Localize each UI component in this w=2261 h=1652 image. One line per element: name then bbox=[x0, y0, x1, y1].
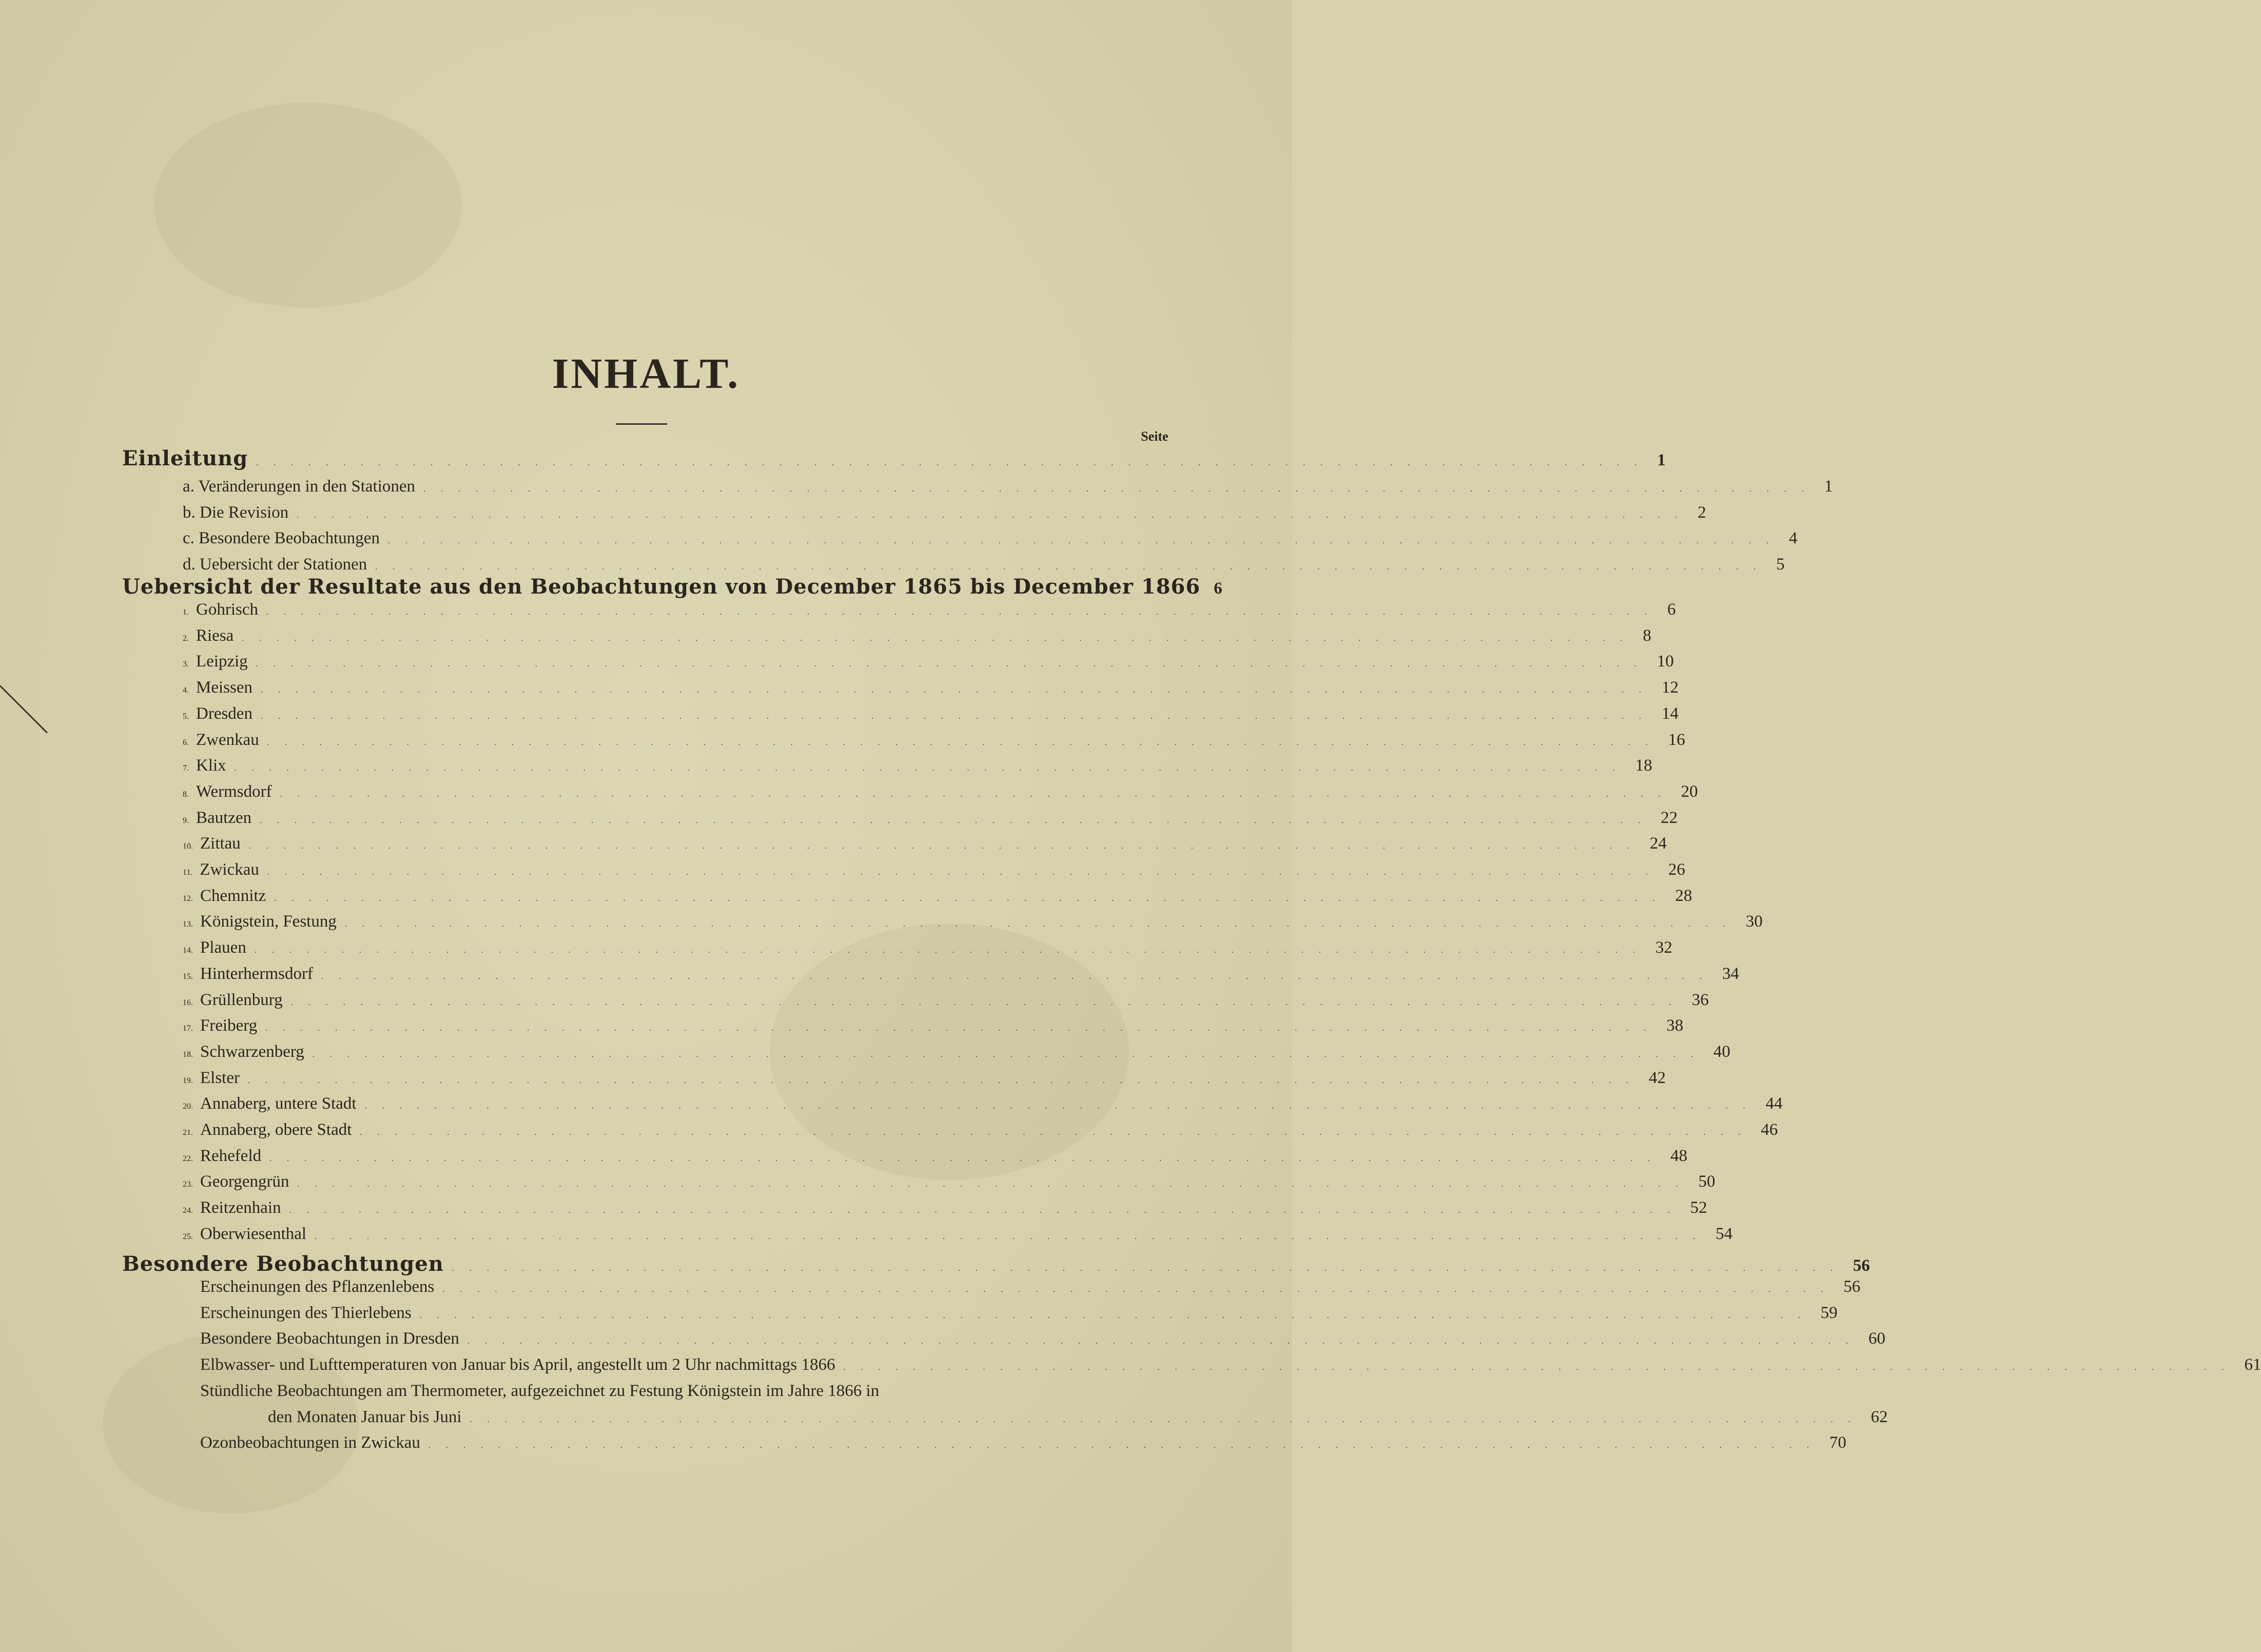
leader-dots: ................................................................................ bbox=[442, 1285, 1839, 1294]
leader-dots: ................................................................................ bbox=[289, 1206, 1685, 1215]
leader-dots: ................................................................................ bbox=[470, 1415, 1866, 1424]
toc-entry bbox=[183, 834, 1667, 860]
page-number: 1 bbox=[1824, 477, 1833, 496]
entry-label: Elbwasser- und Lufttemperaturen von Januar bis April, angestellt um 2 Uhr nachmittags 1866 bbox=[200, 1355, 835, 1374]
toc-entry bbox=[183, 1120, 1778, 1146]
entry-number: 20. bbox=[183, 1102, 193, 1111]
leader-dots: ................................................................................ bbox=[375, 563, 1771, 572]
toc-entry bbox=[183, 704, 1679, 730]
entry-number: 23. bbox=[183, 1180, 193, 1189]
page-number: 36 bbox=[1691, 991, 1709, 1009]
page-number: 22 bbox=[1661, 809, 1678, 827]
entry-label: Hinterhermsdorf bbox=[200, 965, 313, 983]
entry-number: 4. bbox=[183, 686, 189, 695]
entry-number: 17. bbox=[183, 1024, 193, 1033]
toc-entry bbox=[183, 600, 1676, 626]
entry-label: Zwenkau bbox=[196, 731, 259, 749]
entry-number: 1. bbox=[183, 608, 189, 617]
entry-label: Riesa bbox=[196, 626, 234, 645]
toc-section-heading bbox=[122, 1252, 1870, 1277]
leader-dots: ................................................................................ bbox=[297, 511, 1693, 520]
toc-entry bbox=[183, 1172, 1716, 1198]
column-header-seite: Seite bbox=[1141, 429, 1168, 444]
entry-number: 25. bbox=[183, 1232, 193, 1241]
page-number: 70 bbox=[1829, 1433, 1846, 1452]
leader-dots: ................................................................................ bbox=[360, 1128, 1756, 1137]
page-number: 4 bbox=[1788, 529, 1798, 547]
leader-dots: ................................................................................ bbox=[274, 894, 1670, 903]
page-number: 46 bbox=[1761, 1120, 1778, 1139]
toc-entry bbox=[183, 678, 1679, 704]
page-number: 50 bbox=[1698, 1172, 1716, 1191]
entry-label: Stündliche Beobachtungen am Thermometer, aufgezeichnet zu Festung Königstein im Jahre 1866 in bbox=[200, 1382, 880, 1400]
toc-entry bbox=[183, 887, 1692, 912]
leader-dots: ................................................................................ bbox=[265, 1024, 1662, 1033]
toc-entry bbox=[183, 912, 1763, 938]
toc-entry bbox=[200, 1355, 2261, 1381]
page-number: 60 bbox=[1868, 1329, 1885, 1348]
entry-label: Elster bbox=[200, 1069, 240, 1087]
toc-entry bbox=[183, 1225, 1733, 1250]
entry-label: den Monaten Januar bis Juni bbox=[268, 1408, 462, 1426]
page-title: INHALT. bbox=[552, 350, 740, 398]
leader-dots: ................................................................................ bbox=[260, 816, 1656, 825]
toc-entry bbox=[183, 1147, 1688, 1172]
toc-entry bbox=[183, 756, 1652, 782]
leader-dots: ................................................................................ bbox=[256, 660, 1652, 668]
entry-label: c. Besondere Beobachtungen bbox=[183, 529, 380, 547]
toc-entry bbox=[183, 965, 1739, 990]
leader-dots: ................................................................................ bbox=[254, 946, 1650, 955]
entry-number: 12. bbox=[183, 894, 193, 903]
entry-label: Annaberg, untere Stadt bbox=[200, 1094, 357, 1113]
entry-label: Meissen bbox=[196, 678, 252, 697]
toc-entry bbox=[183, 991, 1709, 1016]
page-number: 30 bbox=[1745, 912, 1763, 931]
leader-dots: ................................................................................ bbox=[266, 608, 1662, 617]
page-number: 18 bbox=[1635, 756, 1652, 775]
leader-dots: ................................................................................ bbox=[242, 634, 1638, 643]
toc-entry bbox=[200, 1304, 1838, 1329]
entry-number: 7. bbox=[183, 764, 189, 773]
entry-label: Georgengrün bbox=[200, 1172, 289, 1191]
page-number: 2 bbox=[1698, 503, 1706, 522]
entry-number: 5. bbox=[183, 712, 189, 721]
entry-label: Gohrisch bbox=[196, 600, 258, 619]
entry-number: 16. bbox=[183, 998, 193, 1007]
toc-entry bbox=[200, 1433, 1846, 1459]
leader-dots: ................................................................................ bbox=[467, 1337, 1863, 1346]
leader-dots: ................................................................................ bbox=[267, 868, 1663, 877]
page-number: 6 bbox=[1667, 600, 1676, 619]
page-number: 8 bbox=[1643, 626, 1651, 645]
entry-number: 8. bbox=[183, 790, 189, 799]
entry-label: Erscheinungen des Pflanzenlebens bbox=[200, 1277, 435, 1296]
page-number: 5 bbox=[1776, 555, 1785, 574]
toc-entry bbox=[183, 503, 1706, 529]
section-title: Uebersicht der Resultate aus den Beobachtungen von December 1865 bis December 1866 bbox=[122, 575, 1201, 599]
leader-dots: ................................................................................ bbox=[344, 920, 1741, 929]
leader-dots: ................................................................................ bbox=[315, 1232, 1711, 1241]
section-title: Einleitung bbox=[122, 446, 248, 470]
page-number: 48 bbox=[1670, 1147, 1688, 1165]
toc-entry bbox=[183, 1069, 1666, 1094]
toc-entry bbox=[183, 1016, 1684, 1042]
leader-dots: ................................................................................ bbox=[312, 1050, 1708, 1059]
leader-dots: ................................................................................ bbox=[387, 537, 1784, 545]
leader-dots: ................................................................................ bbox=[321, 972, 1717, 981]
entry-label: Grüllenburg bbox=[200, 991, 283, 1009]
toc-entry bbox=[183, 477, 1833, 503]
entry-label: Bautzen bbox=[196, 809, 252, 827]
entry-label: a. Veränderungen in den Stationen bbox=[183, 477, 416, 496]
section-title: Besondere Beobachtungen bbox=[122, 1252, 444, 1276]
page-number: 1 bbox=[1657, 451, 1666, 469]
toc-section-heading bbox=[122, 446, 1666, 472]
toc-entry bbox=[183, 1043, 1730, 1068]
leader-dots: ................................................................................ bbox=[423, 485, 1820, 494]
page-number: 62 bbox=[1870, 1408, 1888, 1426]
page-number: 16 bbox=[1668, 731, 1685, 749]
entry-number: 10. bbox=[183, 842, 193, 851]
leader-dots: ................................................................................ bbox=[248, 842, 1645, 851]
page-number: 14 bbox=[1661, 704, 1679, 723]
entry-number: 3. bbox=[183, 660, 189, 668]
entry-label: Zwickau bbox=[200, 860, 259, 879]
entry-label: Reitzenhain bbox=[200, 1198, 281, 1217]
leader-dots: ................................................................................ bbox=[260, 712, 1656, 721]
page-number: 12 bbox=[1662, 678, 1679, 697]
toc-entry bbox=[183, 731, 1685, 756]
entry-number: 19. bbox=[183, 1076, 193, 1085]
page-number: 59 bbox=[1820, 1304, 1838, 1322]
page-number: 56 bbox=[1853, 1256, 1870, 1275]
entry-number: 6. bbox=[183, 738, 189, 747]
page-number: 20 bbox=[1681, 782, 1698, 801]
leader-dots: ................................................................................ bbox=[256, 459, 1652, 467]
entry-label: Oberwiesenthal bbox=[200, 1225, 307, 1243]
entry-label: Chemnitz bbox=[200, 887, 266, 905]
page-number: 32 bbox=[1655, 938, 1672, 957]
entry-number: 22. bbox=[183, 1154, 193, 1163]
toc-entry bbox=[200, 1329, 1885, 1355]
leader-dots: ................................................................................ bbox=[261, 686, 1656, 695]
page-number: 6 bbox=[1214, 579, 1222, 598]
toc-entry bbox=[183, 1198, 1707, 1224]
entry-label: Rehefeld bbox=[200, 1147, 262, 1165]
page-number: 61 bbox=[2244, 1355, 2261, 1374]
leader-dots: ................................................................................ bbox=[297, 1180, 1693, 1189]
title-rule bbox=[616, 423, 667, 425]
leader-dots: ................................................................................ bbox=[280, 790, 1676, 799]
toc-entry bbox=[183, 938, 1672, 964]
leader-dots: ................................................................................ bbox=[419, 1311, 1816, 1320]
toc-entry bbox=[200, 1382, 1175, 1407]
toc-entry bbox=[200, 1277, 1861, 1303]
page-number: 24 bbox=[1649, 834, 1667, 853]
leader-dots: ................................................................................ bbox=[267, 738, 1663, 747]
leader-dots: ................................................................................ bbox=[452, 1264, 1848, 1273]
toc-entry bbox=[183, 652, 1674, 678]
entry-label: Dresden bbox=[196, 704, 252, 723]
toc-entry bbox=[268, 1408, 1888, 1433]
entry-label: Wermsdorf bbox=[196, 782, 272, 801]
page-number: 52 bbox=[1690, 1198, 1707, 1217]
entry-label: Klix bbox=[196, 756, 226, 775]
leader-dots: ................................................................................ bbox=[234, 764, 1630, 773]
entry-label: Besondere Beobachtungen in Dresden bbox=[200, 1329, 459, 1348]
entry-number: 21. bbox=[183, 1128, 193, 1137]
leader-dots: ................................................................................ bbox=[247, 1076, 1644, 1085]
toc-entry bbox=[183, 809, 1678, 834]
page-number: 38 bbox=[1666, 1016, 1684, 1035]
page-number: 44 bbox=[1765, 1094, 1783, 1113]
leader-dots: ................................................................................ bbox=[428, 1441, 1824, 1450]
page-number: 28 bbox=[1675, 887, 1692, 905]
entry-number: 11. bbox=[183, 868, 193, 877]
entry-label: Freiberg bbox=[200, 1016, 258, 1035]
entry-label: b. Die Revision bbox=[183, 503, 289, 522]
entry-label: Königstein, Festung bbox=[200, 912, 337, 931]
page-number: 42 bbox=[1648, 1069, 1666, 1087]
entry-label: d. Uebersicht der Stationen bbox=[183, 555, 367, 574]
entry-label: Zittau bbox=[200, 834, 241, 853]
entry-label: Schwarzenberg bbox=[200, 1043, 304, 1061]
leader-dots: ................................................................................ bbox=[364, 1102, 1761, 1111]
entry-number: 24. bbox=[183, 1206, 193, 1215]
page-number: 10 bbox=[1656, 652, 1674, 671]
toc-section-heading bbox=[122, 575, 1222, 600]
page-number: 56 bbox=[1843, 1277, 1861, 1296]
leader-dots: ................................................................................ bbox=[290, 998, 1687, 1007]
toc-entry bbox=[183, 529, 1798, 555]
entry-number: 9. bbox=[183, 816, 189, 825]
leader-dots: ................................................................................ bbox=[269, 1154, 1666, 1163]
entry-label: Plauen bbox=[200, 938, 246, 957]
entry-label: Annaberg, obere Stadt bbox=[200, 1120, 352, 1139]
entry-label: Leipzig bbox=[196, 652, 248, 671]
pencil-mark bbox=[0, 685, 48, 733]
entry-number: 18. bbox=[183, 1050, 193, 1059]
page-number: 26 bbox=[1668, 860, 1685, 879]
page-number: 54 bbox=[1716, 1225, 1733, 1243]
entry-number: 14. bbox=[183, 946, 193, 955]
entry-number: 15. bbox=[183, 972, 193, 981]
leader-dots: ................................................................................ bbox=[843, 1363, 2239, 1372]
entry-number: 2. bbox=[183, 634, 189, 643]
page-number: 34 bbox=[1722, 965, 1739, 983]
toc-entry bbox=[183, 860, 1685, 886]
toc-entry bbox=[183, 626, 1651, 652]
page-number: 40 bbox=[1713, 1043, 1730, 1061]
toc-entry bbox=[183, 782, 1698, 808]
entry-label: Erscheinungen des Thierlebens bbox=[200, 1304, 412, 1322]
entry-number: 13. bbox=[183, 920, 193, 929]
entry-label: Ozonbeobachtungen in Zwickau bbox=[200, 1433, 420, 1452]
toc-entry bbox=[183, 1094, 1783, 1120]
